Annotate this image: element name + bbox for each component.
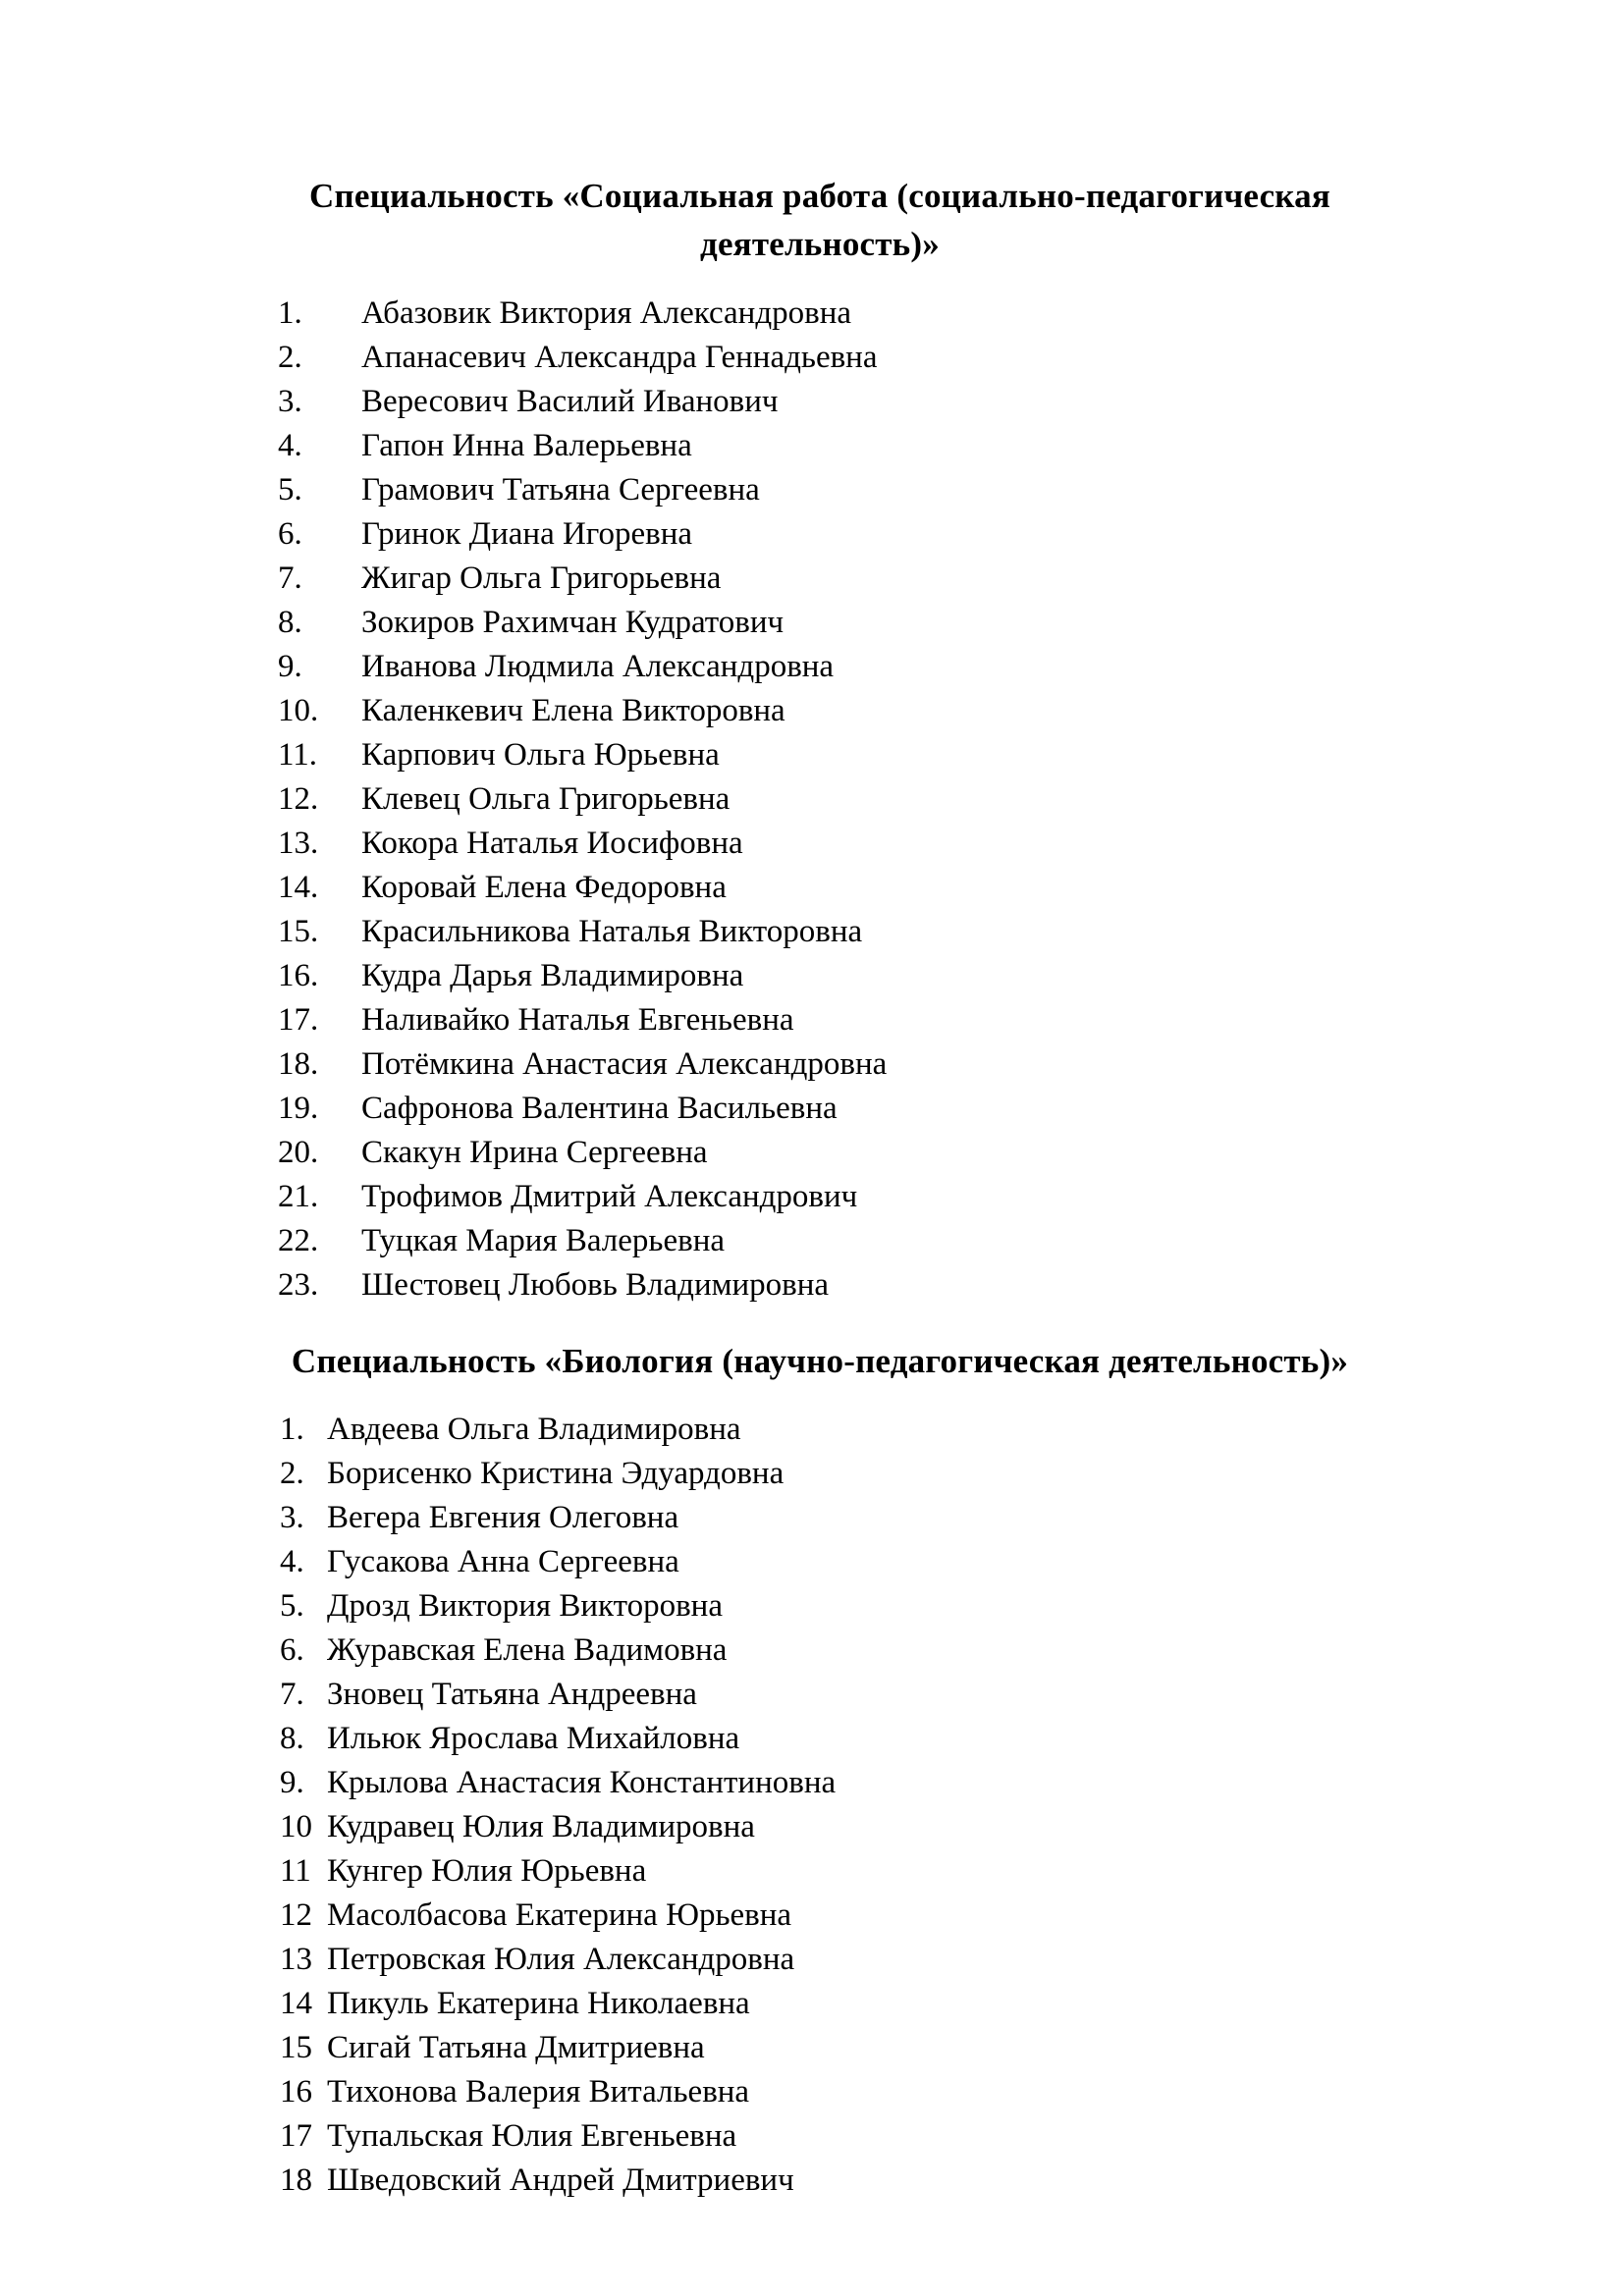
item-number: 2.: [280, 1456, 304, 1492]
item-number: 22.: [278, 1222, 319, 1258]
item-number: 6.: [280, 1632, 304, 1669]
item-number: 7.: [280, 1677, 304, 1713]
item-number: 16.: [278, 957, 319, 993]
list-item: [167, 1629, 1473, 1673]
list-item: [167, 1938, 1473, 1982]
list-item: [167, 601, 1473, 645]
item-number: 15.: [278, 913, 319, 949]
list-item: [167, 689, 1473, 733]
item-number: 19.: [278, 1090, 319, 1126]
item-number: 12.: [278, 780, 319, 817]
item-number: 13.: [278, 825, 319, 861]
item-number: 9.: [280, 1765, 304, 1801]
item-number: 23.: [278, 1266, 319, 1303]
document-page: [167, 149, 1473, 2203]
list-item: [167, 2026, 1473, 2070]
list-item: [167, 1219, 1473, 1263]
student-name: Потёмкина Анастасия Александровна: [361, 1045, 888, 1082]
item-number: 20.: [278, 1134, 319, 1170]
list-item: [167, 645, 1473, 689]
section-title-line: деятельность)»: [700, 225, 940, 264]
item-number: 10.: [278, 692, 319, 728]
item-number: 16: [280, 2074, 312, 2110]
student-name: Вегера Евгения Олеговна: [327, 1500, 679, 1536]
item-number: 6.: [278, 515, 302, 552]
item-number: 4.: [280, 1544, 304, 1580]
item-number: 14: [280, 1986, 312, 2022]
student-name: Жигар Ольга Григорьевна: [361, 560, 722, 596]
list-item: [167, 1496, 1473, 1540]
student-name: Ильюк Ярослава Михайловна: [327, 1721, 740, 1757]
list-item: [167, 468, 1473, 512]
list-item: [167, 1175, 1473, 1219]
student-name: Каленкевич Елена Викторовна: [361, 692, 785, 728]
list-item: [167, 1982, 1473, 2026]
list-item: [167, 1584, 1473, 1629]
student-name: Гринок Диана Игоревна: [361, 515, 693, 552]
student-name: Гусакова Анна Сергеевна: [327, 1544, 679, 1580]
item-number: 10: [280, 1809, 312, 1845]
student-name: Сафронова Валентина Васильевна: [361, 1090, 838, 1126]
item-number: 7.: [278, 560, 302, 596]
student-name: Крылова Анастасия Константиновна: [327, 1765, 837, 1801]
list-item: [167, 380, 1473, 424]
list-item: [167, 1263, 1473, 1308]
list-item: [167, 777, 1473, 822]
student-name: Шестовец Любовь Владимировна: [361, 1266, 830, 1303]
student-name: Абазовик Виктория Александровна: [361, 294, 851, 331]
item-number: 8.: [280, 1721, 304, 1757]
list-item: [167, 1894, 1473, 1938]
list-item: [167, 733, 1473, 777]
item-number: 17: [280, 2118, 312, 2155]
list-item: [167, 866, 1473, 910]
list-item: [167, 954, 1473, 998]
item-number: 18: [280, 2163, 312, 2199]
list-item: [167, 2114, 1473, 2159]
item-number: 2.: [278, 339, 302, 375]
list-item: [167, 336, 1473, 380]
list-item: [167, 1717, 1473, 1761]
item-number: 5.: [278, 471, 302, 507]
student-name: Тупальская Юлия Евгеньевна: [327, 2118, 737, 2155]
student-name: Красильникова Наталья Викторовна: [361, 913, 863, 949]
student-name: Трофимов Дмитрий Александрович: [361, 1178, 858, 1214]
student-name: Кунгер Юлия Юрьевна: [327, 1853, 647, 1890]
student-name: Кудравец Юлия Владимировна: [327, 1809, 755, 1845]
student-name: Кудра Дарья Владимировна: [361, 957, 744, 993]
student-name: Масолбасова Екатерина Юрьевна: [327, 1897, 792, 1934]
list-item: [167, 424, 1473, 468]
item-number: 11.: [278, 736, 318, 773]
student-name: Борисенко Кристина Эдуардовна: [327, 1456, 785, 1492]
student-name: Карпович Ольга Юрьевна: [361, 736, 720, 773]
item-number: 8.: [278, 604, 302, 640]
item-number: 12: [280, 1897, 312, 1934]
list-item: [167, 998, 1473, 1042]
item-number: 21.: [278, 1178, 319, 1214]
item-number: 13: [280, 1942, 312, 1978]
section-title-biology: [167, 1337, 1473, 1385]
item-number: 18.: [278, 1045, 319, 1082]
student-name: Тихонова Валерия Витальевна: [327, 2074, 750, 2110]
list-item: [167, 1408, 1473, 1452]
list-item: [167, 1673, 1473, 1717]
student-name: Журавская Елена Вадимовна: [327, 1632, 728, 1669]
student-name: Кокора Наталья Иосифовна: [361, 825, 743, 861]
student-name: Апанасевич Александра Геннадьевна: [361, 339, 878, 375]
item-number: 5.: [280, 1588, 304, 1625]
student-list-social-work: [167, 292, 1473, 1308]
student-name: Петровская Юлия Александровна: [327, 1942, 795, 1978]
list-item: [167, 292, 1473, 336]
section-social-work: [167, 172, 1473, 1307]
student-name: Клевец Ольга Григорьевна: [361, 780, 731, 817]
list-item: [167, 2159, 1473, 2203]
section-title-line: Специальность «Биология (научно-педагогическая деятельность)»: [291, 1341, 1349, 1380]
student-name: Иванова Людмила Александровна: [361, 648, 835, 684]
student-name: Пикуль Екатерина Николаевна: [327, 1986, 750, 2022]
item-number: 9.: [278, 648, 302, 684]
item-number: 4.: [278, 427, 302, 463]
student-name: Гапон Инна Валерьевна: [361, 427, 692, 463]
student-name: Туцкая Мария Валерьевна: [361, 1222, 726, 1258]
student-name: Сигай Татьяна Дмитриевна: [327, 2030, 705, 2066]
list-item: [167, 512, 1473, 557]
student-name: Вересович Василий Иванович: [361, 383, 779, 419]
list-item: [167, 822, 1473, 866]
list-item: [167, 910, 1473, 954]
student-name: Наливайко Наталья Евгеньевна: [361, 1001, 794, 1038]
student-name: Дрозд Виктория Викторовна: [327, 1588, 723, 1625]
list-item: [167, 557, 1473, 601]
section-title-line: Специальность «Социальная работа (социально-педагогическая: [309, 177, 1330, 216]
student-name: Скакун Ирина Сергеевна: [361, 1134, 708, 1170]
section-biology: [167, 1337, 1473, 2203]
item-number: 1.: [280, 1412, 304, 1448]
section-title-social-work: [167, 172, 1473, 268]
list-item: [167, 1849, 1473, 1894]
item-number: 3.: [278, 383, 302, 419]
student-name: Авдеева Ольга Владимировна: [327, 1412, 741, 1448]
item-number: 1.: [278, 294, 302, 331]
list-item: [167, 1131, 1473, 1175]
student-list-biology: [167, 1408, 1473, 2203]
item-number: 15: [280, 2030, 312, 2066]
item-number: 17.: [278, 1001, 319, 1038]
student-name: Шведовский Андрей Дмитриевич: [327, 2163, 794, 2199]
list-item: [167, 1452, 1473, 1496]
student-name: Грамович Татьяна Сергеевна: [361, 471, 760, 507]
student-name: Зновец Татьяна Андреевна: [327, 1677, 697, 1713]
list-item: [167, 1087, 1473, 1131]
student-name: Зокиров Рахимчан Кудратович: [361, 604, 785, 640]
item-number: 14.: [278, 869, 319, 905]
list-item: [167, 1042, 1473, 1087]
list-item: [167, 1805, 1473, 1849]
list-item: [167, 2070, 1473, 2114]
student-name: Коровай Елена Федоровна: [361, 869, 727, 905]
list-item: [167, 1761, 1473, 1805]
item-number: 3.: [280, 1500, 304, 1536]
list-item: [167, 1540, 1473, 1584]
item-number: 11: [280, 1853, 311, 1890]
